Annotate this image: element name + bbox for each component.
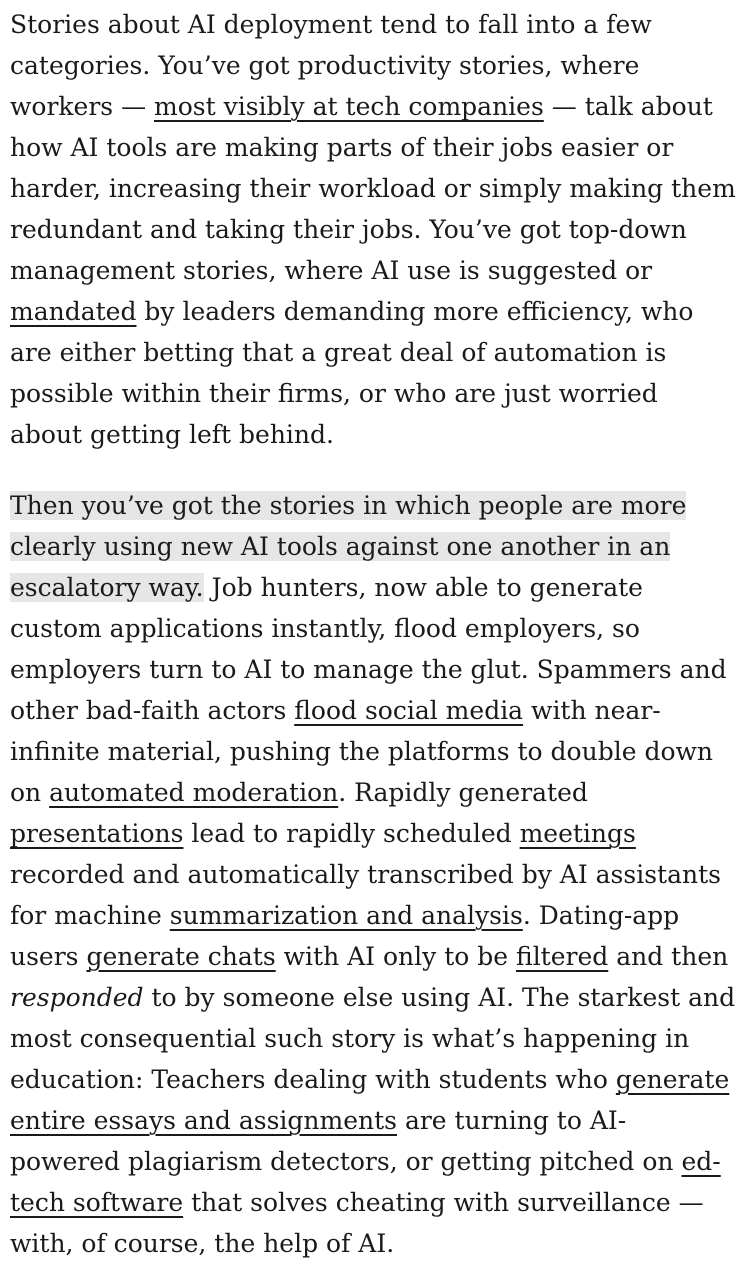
link-flood-social-media[interactable]: flood social media xyxy=(294,696,524,725)
text: are turning to AI-powered plagiarism detectors, or getting pitched on xyxy=(10,1106,682,1176)
link-generate-chats[interactable]: generate chats xyxy=(86,942,276,971)
text: with near-infinite material, pushing the platforms to double down on xyxy=(10,696,714,807)
link-mandated[interactable]: mandated xyxy=(10,297,137,326)
text: and then xyxy=(608,942,729,971)
link-presentations[interactable]: presentations xyxy=(10,819,184,848)
link-summarization-and-analysis[interactable]: summarization and analysis xyxy=(169,901,523,930)
text: . Rapidly generated xyxy=(338,778,588,807)
text: with AI only to be xyxy=(275,942,517,971)
text: Job hunters, now able to generate custom applications instantly, flood employers, so employers turn to AI to manage the glut. Spammers and other bad-faith actors xyxy=(10,573,727,725)
text: lead to rapidly scheduled xyxy=(183,819,520,848)
link-generate-essays-and-assignments[interactable]: generate entire essays and assignments xyxy=(10,1065,730,1135)
text: that solves cheating with surveillance — with, of course, the help of AI. xyxy=(10,1188,704,1258)
highlighted-sentence: Then you’ve got the stories in which people are more clearly using new AI tools against one another in an escalatory way. xyxy=(10,491,687,602)
text: Stories about AI deployment tend to fall into a few categories. You’ve got productivity stories, where workers — xyxy=(10,10,652,121)
link-meetings[interactable]: meetings xyxy=(519,819,636,848)
link-automated-moderation[interactable]: automated moderation xyxy=(49,778,339,807)
emphasis-responded: responded xyxy=(10,983,144,1012)
text: . Dating-app users xyxy=(10,901,680,971)
paragraph-ai-deployment-categories xyxy=(10,4,736,455)
link-tech-companies[interactable]: most visibly at tech companies xyxy=(154,92,544,121)
text: — talk about how AI tools are making parts of their jobs easier or harder, increasing their workload or simply making them redundant and taking their jobs. You’ve got top-down management stories, where AI use is suggested or xyxy=(10,92,736,285)
link-ed-tech-software[interactable]: ed-tech software xyxy=(10,1147,721,1217)
paragraph-escalatory-ai-use xyxy=(10,485,736,1264)
text: by leaders demanding more efficiency, who are either betting that a great deal of automation is possible within their firms, or who are just worried about getting left behind. xyxy=(10,297,694,449)
text: recorded and automatically transcribed by AI assistants for machine xyxy=(10,860,721,930)
link-filtered[interactable]: filtered xyxy=(516,942,609,971)
text: to by someone else using AI. The starkest and most consequential such story is what’s happening in education: Teachers dealing with students who xyxy=(10,983,736,1094)
